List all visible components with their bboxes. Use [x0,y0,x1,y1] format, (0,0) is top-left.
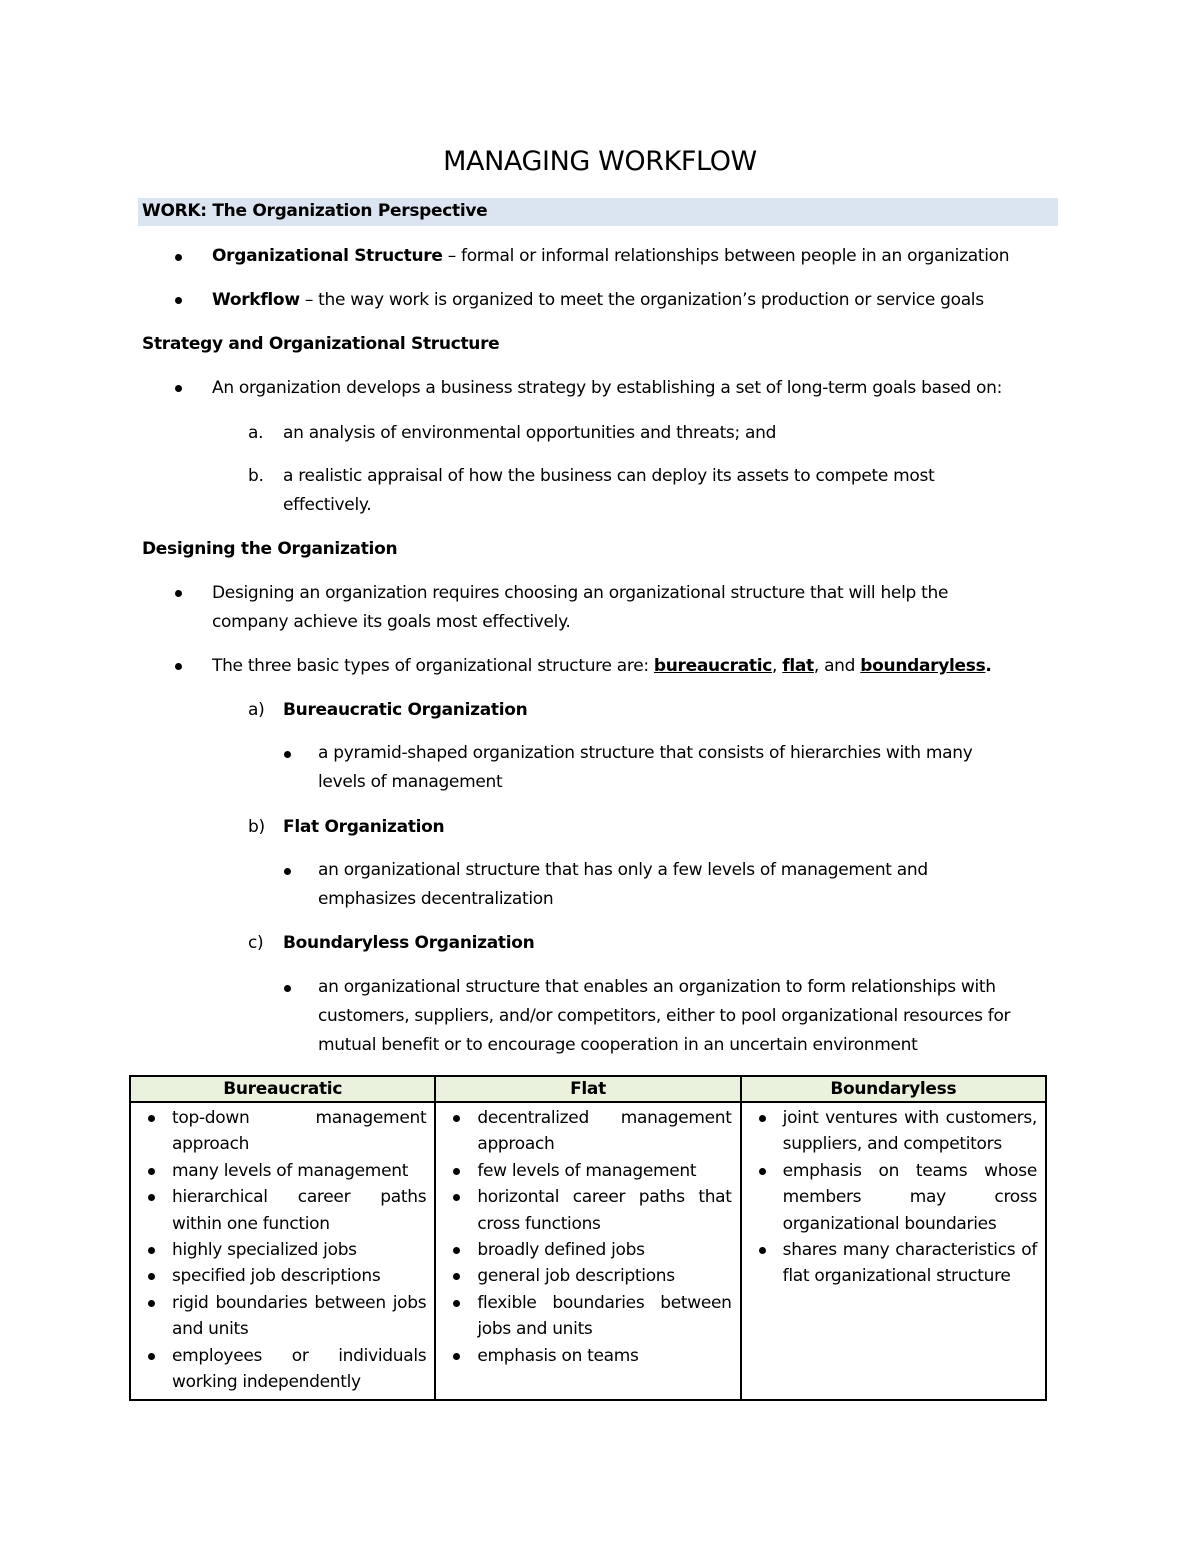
column-header-flat: Flat [435,1076,740,1102]
definition-org-structure [212,246,1009,266]
table-header-row [130,1076,1046,1102]
bullet-icon [175,663,182,670]
type-desc-line: an organizational structure that has only a few levels of management and [318,860,928,880]
separator: , and [813,656,861,676]
term-workflow: Workflow [212,290,300,310]
list-item: joint ventures with customers, suppliers, and competitors [750,1105,1037,1158]
type-desc-line: levels of management [318,772,503,792]
type-desc-line: a pyramid-shaped organization structure that consists of hierarchies with many [318,743,973,763]
bullet-list [750,1105,1037,1290]
section-heading-designing: Designing the Organization [142,539,398,559]
list-item: hierarchical career paths within one function [139,1184,426,1237]
list-item-continued: effectively. [283,495,372,515]
definition-text: – formal or informal relationships between people in an organization [442,246,1010,266]
definition-text: – the way work is organized to meet the organization’s production or service goals [299,290,984,310]
bullet-icon [284,751,291,758]
list-item: rigid boundaries between jobs and units [139,1290,426,1343]
type-heading-bureaucratic: Bureaucratic Organization [283,700,528,720]
list-item: emphasis on teams whose members may cross organizational boundaries [750,1158,1037,1237]
list-item: horizontal career paths that cross functions [444,1184,731,1237]
type-desc-line: customers, suppliers, and/or competitors, either to pool organizational resources for [318,1006,1011,1026]
term-org-structure: Organizational Structure [212,246,443,266]
list-item: general job descriptions [444,1263,731,1289]
bullet-list [139,1105,426,1395]
definition-workflow [212,290,984,310]
list-item: emphasis on teams [444,1343,731,1369]
list-item: decentralized management approach [444,1105,731,1158]
list-item: few levels of management [444,1158,731,1184]
type-flat: flat [782,656,814,676]
bullet-icon [175,254,182,261]
list-item: highly specialized jobs [139,1237,426,1263]
bullet-icon [175,590,182,597]
list-item: broadly defined jobs [444,1237,731,1263]
list-marker: a. [248,423,264,443]
period: . [985,656,992,676]
list-item: shares many characteristics of flat organizational structure [750,1237,1037,1290]
list-item: flexible boundaries between jobs and units [444,1290,731,1343]
column-header-boundaryless: Boundaryless [741,1076,1046,1102]
list-marker: b. [248,466,264,486]
type-boundaryless: boundaryless [860,656,986,676]
type-bureaucratic: bureaucratic [653,656,773,676]
designing-bullet-line2: company achieve its goals most effectively. [212,612,571,632]
list-item: an analysis of environmental opportunities and threats; and [283,423,777,443]
list-marker: b) [248,817,265,837]
list-item: top-down management approach [139,1105,426,1158]
bullet-list [444,1105,731,1369]
bullet-icon [284,868,291,875]
page-title: MANAGING WORKFLOW [443,146,757,177]
section-heading-bar [138,198,1058,226]
type-desc-line: an organizational structure that enables an organization to form relationships with [318,977,996,997]
types-bullet-prefix: The three basic types of organizational structure are: [212,656,654,676]
bullet-icon [175,297,182,304]
list-item: many levels of management [139,1158,426,1184]
table-cell-bureaucratic [130,1102,435,1400]
list-item: employees or individuals working independently [139,1343,426,1396]
table-cell-flat [435,1102,740,1400]
type-heading-flat: Flat Organization [283,817,445,837]
bullet-icon [175,385,182,392]
strategy-bullet: An organization develops a business strategy by establishing a set of long-term goals based on: [212,378,1003,398]
type-desc-line: mutual benefit or to encourage cooperation in an uncertain environment [318,1035,918,1055]
list-marker: c) [248,933,264,953]
section-heading-strategy: Strategy and Organizational Structure [142,334,500,354]
bullet-icon [284,985,291,992]
column-header-bureaucratic: Bureaucratic [130,1076,435,1102]
separator: , [772,656,783,676]
table-row [130,1102,1046,1400]
type-desc-line: emphasizes decentralization [318,889,554,909]
type-heading-boundaryless: Boundaryless Organization [283,933,535,953]
comparison-table [129,1075,1047,1401]
list-item: specified job descriptions [139,1263,426,1289]
section-heading-work: WORK: The Organization Perspective [142,201,488,221]
table-cell-boundaryless [741,1102,1046,1400]
list-marker: a) [248,700,265,720]
designing-bullet-line1: Designing an organization requires choosing an organizational structure that will help the [212,583,949,603]
types-bullet [212,656,992,676]
list-item: a realistic appraisal of how the business can deploy its assets to compete most [283,466,935,486]
